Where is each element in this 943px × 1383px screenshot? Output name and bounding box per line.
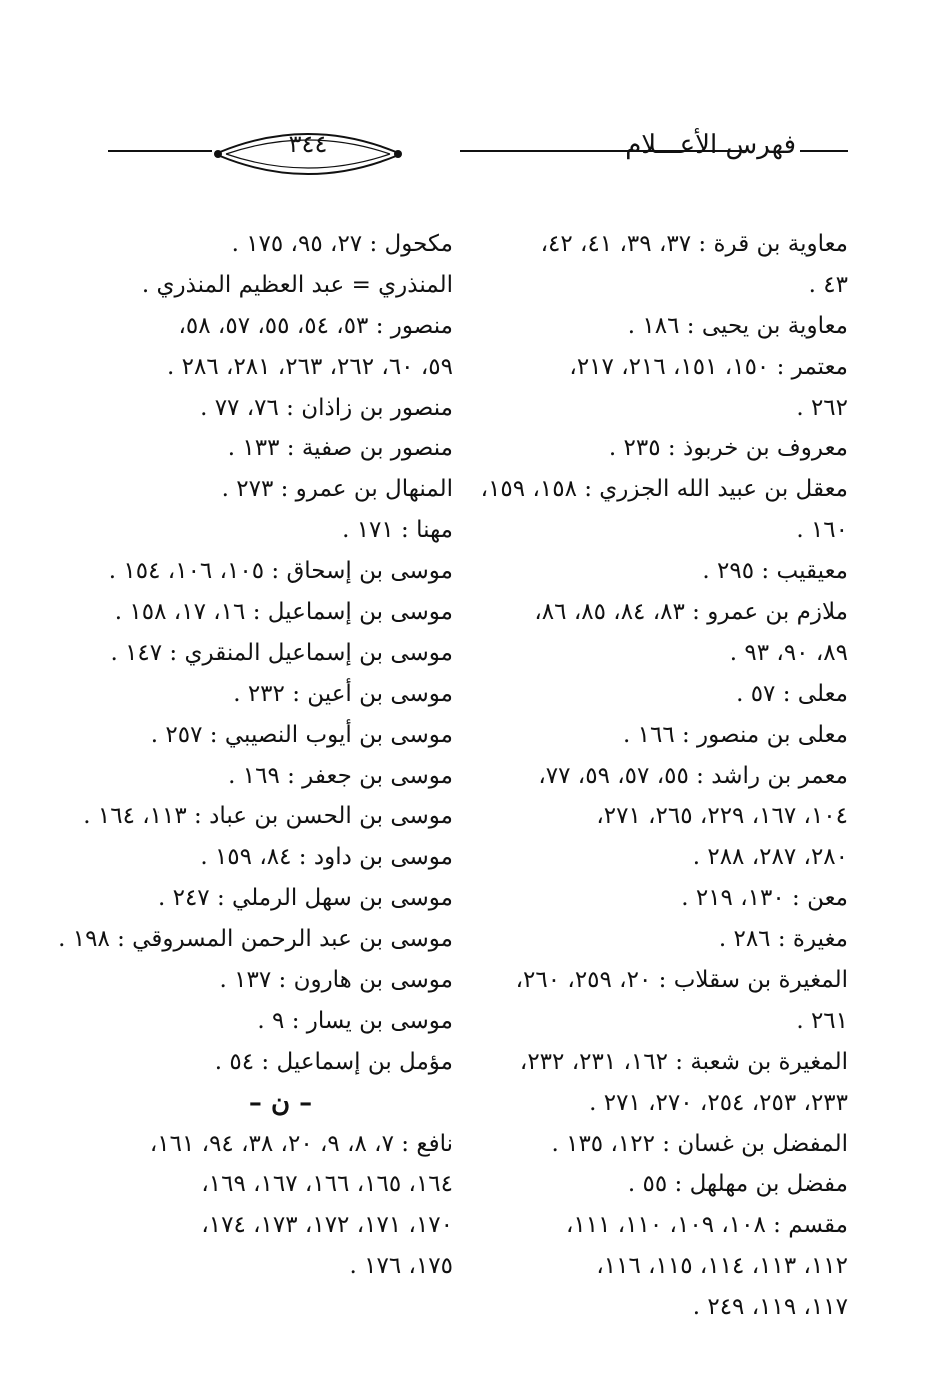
index-line: مقسم : ١٠٨، ١٠٩، ١١٠، ١١١، [565,1212,848,1239]
index-line: المفضل بن غسان : ١٢٢، ١٣٥ . [551,1130,848,1157]
index-line: معلى بن منصور : ١٦٦ . [623,721,848,748]
index-line: ١٦٤، ١٦٥، ١٦٦، ١٦٧، ١٦٩، [201,1171,453,1198]
index-line: مهنا : ١٧١ . [342,517,453,544]
section-heading: – ن – [248,1087,313,1118]
index-line: موسى بن إسحاق : ١٠٥، ١٠٦، ١٥٤ . [108,558,453,585]
index-line: ١٠٤، ١٦٧، ٢٢٩، ٢٦٥، ٢٧١، [596,803,848,830]
index-line: موسى بن أعين : ٢٣٢ . [233,680,453,707]
index-line: ٨٩، ٩٠، ٩٣ . [729,639,848,666]
index-line: ٢٦٢ . [796,394,848,421]
index-line: ٤٣ . [808,271,848,298]
index-line: معن : ١٣٠، ٢١٩ . [681,885,848,912]
index-line: موسى بن جعفر : ١٦٩ . [228,762,453,789]
page-header [100,118,848,182]
header-dash [800,150,848,152]
index-line: موسى بن إسماعيل المنقري : ١٤٧ . [110,639,453,666]
index-line: معاوية بن قرة : ٣٧، ٣٩، ٤١، ٤٢، [540,231,848,257]
running-title: فهرس الأعـــلام [625,130,796,160]
index-line: موسى بن أيوب النصيبي : ٢٥٧ . [150,721,453,748]
index-line: المغيرة بن شعبة : ١٦٢، ٢٣١، ٢٣٢، [519,1048,848,1075]
index-line: مؤمل بن إسماعيل : ٥٤ . [214,1048,453,1075]
index-line: نافع : ٧، ٨، ٩، ٢٠، ٣٨، ٩٤، ١٦١، [149,1130,453,1157]
page-number: ٣٤٤ [288,130,328,158]
index-line: ٢٦١ . [796,1007,848,1034]
index-line: موسى بن هارون : ١٣٧ . [219,967,453,994]
index-line: معروف بن خربوذ : ٢٣٥ . [608,435,848,462]
index-line: موسى بن داود : ٨٤، ١٥٩ . [200,844,453,871]
index-line: موسى بن سهل الرملي : ٢٤٧ . [157,885,453,912]
index-line: موسى بن عبد الرحمن المسروقي : ١٩٨ . [58,926,453,953]
index-line: معمر بن راشد : ٥٥، ٥٧، ٥٩، ٧٧، [538,762,848,789]
index-line: منصور : ٥٣، ٥٤، ٥٥، ٥٧، ٥٨، [178,312,453,339]
index-line: معقل بن عبيد الله الجزري : ١٥٨، ١٥٩، [480,476,848,503]
index-line: معتمر : ١٥٠، ١٥١، ٢١٦، ٢١٧، [569,353,848,380]
index-line: ملازم بن عمرو : ٨٣، ٨٤، ٨٥، ٨٦، [534,599,848,626]
index-line: المنهال بن عمرو : ٢٧٣ . [221,476,453,503]
index-line: موسى بن يسار : ٩ . [257,1007,453,1034]
index-line: موسى بن الحسن بن عباد : ١١٣، ١٦٤ . [83,803,453,830]
index-line: منصور بن صفية : ١٣٣ . [227,435,453,462]
index-line: معلى : ٥٧ . [736,680,848,707]
index-line: ١١٧، ١١٩، ٢٤٩ . [692,1294,848,1321]
index-line: مغيرة : ٢٨٦ . [718,926,848,953]
index-line: ٥٩، ٦٠، ٢٦٢، ٢٦٣، ٢٨١، ٢٨٦ . [167,353,453,380]
index-line: مفضل بن مهلهل : ٥٥ . [627,1171,848,1198]
index-line: المغيرة بن سقلاب : ٢٠، ٢٥٩، ٢٦٠، [515,967,848,994]
index-line: معاوية بن يحيى : ١٨٦ . [627,312,848,339]
index-column-left [58,224,453,1287]
header-rule-left [108,150,212,152]
index-line: مكحول : ٢٧، ٩٥، ١٧٥ . [231,231,453,257]
index-line: ٢٣٣، ٢٥٣، ٢٥٤، ٢٧٠، ٢٧١ . [589,1089,848,1116]
index-column-right [480,224,848,1328]
index-line: ١١٢، ١١٣، ١١٤، ١١٥، ١١٦، [596,1253,848,1280]
index-line: ١٦٠ . [796,517,848,544]
index-line: المنذري = عبد العظيم المنذري . [141,271,453,298]
index-line: ٢٨٠، ٢٨٧، ٢٨٨ . [692,844,848,871]
index-line: موسى بن إسماعيل : ١٦، ١٧، ١٥٨ . [114,599,453,626]
index-line: ١٧٠، ١٧١، ١٧٢، ١٧٣، ١٧٤، [201,1212,453,1239]
index-line: ١٧٥، ١٧٦ . [349,1253,453,1280]
index-line: منصور بن زاذان : ٧٦، ٧٧ . [200,394,453,421]
index-line: معيقيب : ٢٩٥ . [702,558,848,585]
